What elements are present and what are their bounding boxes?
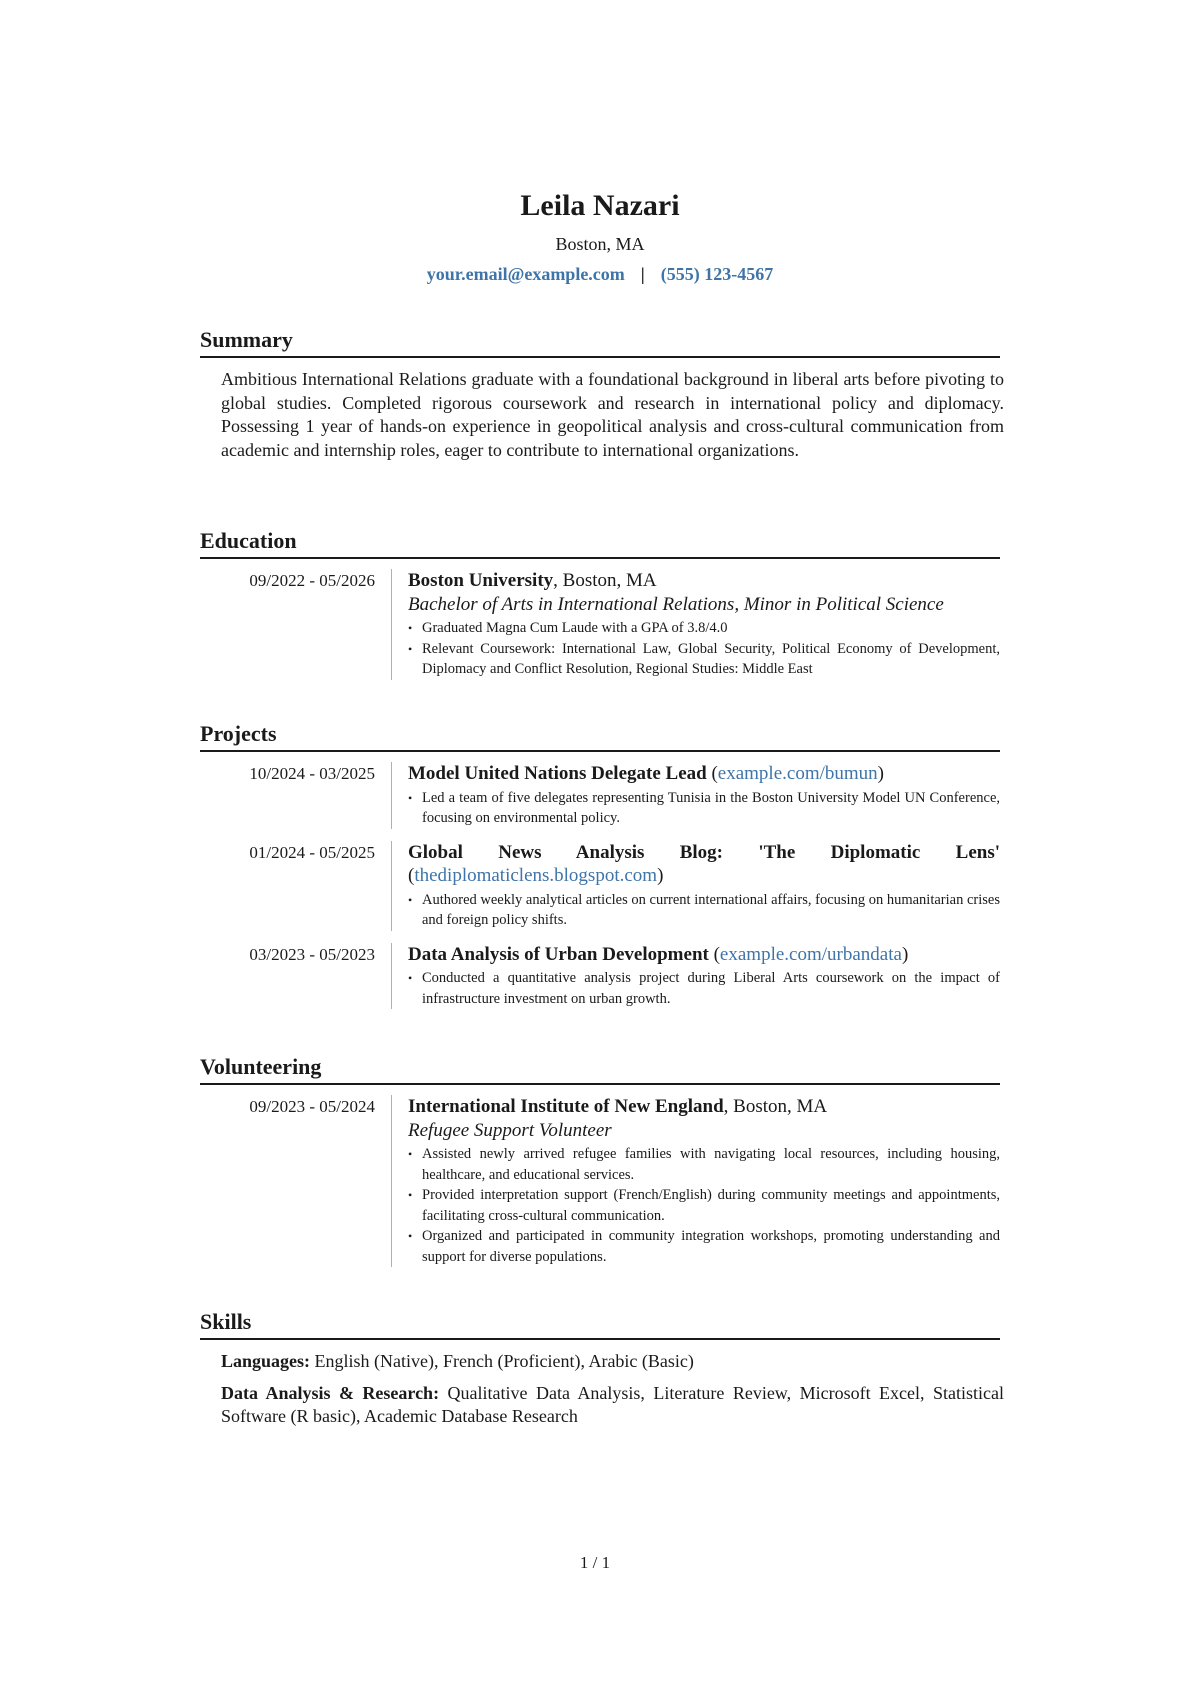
volunteering-section — [200, 1053, 1000, 1267]
contact-separator: | — [640, 264, 645, 284]
bullet-item: • Led a team of five delegates representing Tunisia in the Boston University Model UN Conference, focusing on environmental policy. — [408, 788, 1000, 829]
paren-close: ) — [901, 943, 909, 965]
bullet-item: • Relevant Coursework: International Law, Global Security, Political Economy of Development, Diplomacy and Conflict Resolution, Regional Studies: Middle East — [408, 639, 1000, 680]
summary-text: Ambitious International Relations graduate with a foundational background in liberal arts before pivoting to global studies. Completed rigorous coursework and research in international policy and diplomacy. Possessing 1 year of hands-on experience in geopolitical analysis and cross-cultural communication from academic and internship roles, eager to contribute to international organizations. — [221, 369, 1004, 460]
entry-body — [391, 762, 1000, 829]
paren-open: ( — [408, 865, 415, 886]
bullet-item: • Organized and participated in community integration workshops, promoting understanding and support for diverse populations. — [408, 1226, 1000, 1267]
bullet-list — [408, 788, 1000, 829]
project-entry — [200, 762, 1000, 829]
section-title-projects: Projects — [200, 720, 1000, 752]
bullet-item: • Conducted a quantitative analysis project during Liberal Arts coursework on the impact of infrastructure investment on urban growth. — [408, 968, 1000, 1009]
entry-body — [391, 943, 1000, 1010]
bullet-list — [408, 618, 1000, 680]
project-link[interactable]: example.com/bumun — [717, 763, 878, 784]
skill-value: English (Native), French (Proficient), Arabic (Basic) — [310, 1351, 694, 1371]
resume-header — [200, 188, 1000, 286]
paren-open: ( — [706, 763, 718, 784]
role: Refugee Support Volunteer — [408, 1119, 612, 1141]
contact-line — [200, 262, 1000, 286]
education-section — [200, 527, 1000, 680]
entry-date: 09/2022 - 05/2026 — [249, 571, 375, 590]
entry-heading — [408, 841, 1000, 888]
paren-open: ( — [708, 943, 720, 965]
bullet-list — [408, 968, 1000, 1009]
skill-label: Languages: — [221, 1351, 311, 1371]
entry-heading — [408, 762, 1000, 786]
section-title-skills: Skills — [200, 1308, 1000, 1340]
project-name: Data Analysis of Urban Development — [408, 943, 709, 965]
entry-heading — [408, 1095, 1000, 1119]
institution-location: , Boston, MA — [553, 570, 657, 591]
skill-row — [221, 1382, 1004, 1429]
email-link[interactable]: your.email@example.com — [426, 264, 625, 284]
education-entry — [200, 569, 1000, 680]
bullet-item: • Assisted newly arrived refugee families with navigating local resources, including housing, healthcare, and educational services. — [408, 1144, 1000, 1185]
project-link[interactable]: example.com/urbandata — [719, 943, 902, 965]
section-title-summary: Summary — [200, 326, 1000, 358]
volunteering-entry — [200, 1095, 1000, 1267]
entry-body — [391, 569, 1000, 680]
paren-close: ) — [657, 865, 664, 886]
candidate-location: Boston, MA — [555, 234, 645, 254]
bullet-item: • Graduated Magna Cum Laude with a GPA of 3.8/4.0 — [408, 618, 1000, 639]
paren-close: ) — [877, 763, 884, 784]
page-number: 1 / 1 — [579, 1553, 611, 1572]
entry-body — [391, 841, 1000, 931]
entry-date: 10/2024 - 03/2025 — [249, 764, 375, 783]
entry-body — [391, 1095, 1000, 1267]
organization-location: , Boston, MA — [723, 1096, 828, 1117]
organization-name: International Institute of New England — [408, 1096, 724, 1117]
summary-section — [200, 326, 1004, 462]
section-title-education: Education — [200, 527, 1000, 559]
phone-link[interactable]: (555) 123-4567 — [660, 264, 774, 284]
skill-value: Qualitative Data Analysis, Literature Review, Microsoft Excel, Statistical Software (R basic), Academic Database Research — [221, 1382, 1004, 1426]
section-title-volunteering: Volunteering — [200, 1053, 1000, 1085]
project-link[interactable]: thediplomaticlens.blogspot.com — [414, 865, 658, 886]
entry-heading — [408, 569, 1000, 593]
skill-row — [221, 1350, 1004, 1374]
project-name: Model United Nations Delegate Lead — [408, 763, 707, 784]
entry-heading — [408, 943, 1000, 967]
candidate-name: Leila Nazari — [520, 189, 680, 222]
bullet-list — [408, 890, 1000, 931]
skill-label: Data Analysis & Research: — [221, 1382, 440, 1403]
project-name: Global News Analysis Blog: 'The Diplomatic Lens' — [408, 841, 1000, 863]
skills-section — [200, 1308, 1004, 1429]
bullet-list — [408, 1144, 1000, 1267]
project-entry — [200, 943, 1000, 1010]
institution-name: Boston University — [408, 570, 554, 591]
bullet-item: • Provided interpretation support (French/English) during community meetings and appointments, facilitating cross-cultural communication. — [408, 1185, 1000, 1226]
project-entry — [200, 841, 1000, 931]
degree: Bachelor of Arts in International Relations, Minor in Political Science — [408, 593, 944, 615]
entry-date: 09/2023 - 05/2024 — [249, 1097, 375, 1116]
entry-date: 03/2023 - 05/2023 — [249, 944, 375, 964]
bullet-item: • Authored weekly analytical articles on current international affairs, focusing on humanitarian crises and foreign policy shifts. — [408, 890, 1000, 931]
entry-date: 01/2024 - 05/2025 — [249, 842, 375, 862]
projects-section — [200, 720, 1000, 1009]
